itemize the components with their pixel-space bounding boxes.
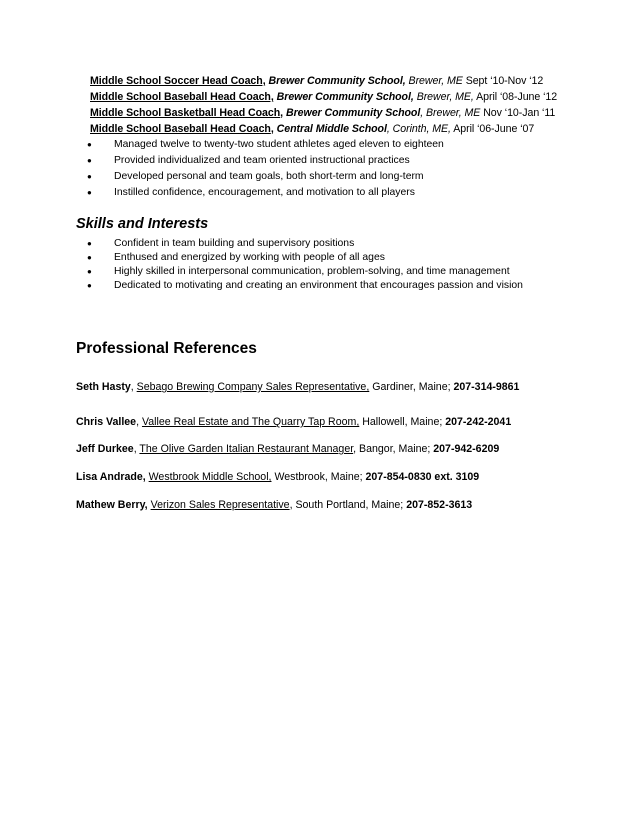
coaching-title: Middle School Basketball Head Coach	[90, 107, 281, 119]
coaching-entry	[90, 90, 557, 104]
coaching-dates: April ‘06-June ‘07	[453, 123, 535, 135]
reference-org: Verizon Sales Representative	[150, 499, 290, 511]
coaching-place: Brewer, ME	[408, 75, 463, 87]
reference-location: , Bangor, Maine;	[353, 443, 434, 455]
reference-phone: 207-852-3613	[406, 499, 473, 511]
coaching-school: Brewer Community School,	[276, 91, 414, 103]
bullet-icon: ●	[87, 140, 92, 149]
reference-phone: 207-242-2041	[445, 416, 512, 428]
coaching-title: Middle School Soccer Head Coach,	[90, 75, 266, 87]
reference-org: The Olive Garden Italian Restaurant Manager	[139, 443, 354, 455]
reference-item	[76, 498, 472, 512]
reference-phone: 207-942-6209	[433, 443, 500, 455]
coaching-dates: April ‘08-June ‘12	[476, 91, 558, 103]
bullet-icon: ●	[87, 253, 92, 262]
reference-location: Gardiner, Maine;	[369, 381, 454, 393]
reference-phone: 207-314-9861	[453, 381, 520, 393]
reference-location: , South Portland, Maine;	[289, 499, 407, 511]
reference-item	[76, 380, 519, 394]
reference-item	[76, 442, 499, 456]
reference-sep: ,	[136, 416, 142, 428]
reference-org: Westbrook Middle School,	[148, 471, 272, 483]
reference-location: Westbrook, Maine;	[271, 471, 366, 483]
reference-name: Seth Hasty	[76, 381, 131, 393]
bullet-text: Dedicated to motivating and creating an environment that encourages passion and vision	[114, 280, 523, 291]
coaching-entry	[90, 122, 534, 136]
coaching-place: Brewer, ME,	[416, 91, 474, 103]
coaching-place: , Corinth, ME,	[386, 123, 451, 135]
coaching-place: , Brewer, ME	[420, 107, 481, 119]
bullet-icon: ●	[87, 239, 92, 248]
bullet-text: Managed twelve to twenty-two student athletes aged eleven to eighteen	[114, 139, 444, 150]
reference-name: Jeff Durkee	[76, 443, 134, 455]
reference-org: Sebago Brewing Company Sales Representative,	[136, 381, 370, 393]
reference-name: Mathew Berry,	[76, 499, 148, 511]
bullet-text: Developed personal and team goals, both short-term and long-term	[114, 171, 424, 182]
coaching-dates: Sept ‘10-Nov ‘12	[465, 75, 544, 87]
references-heading: Professional References	[76, 340, 257, 357]
reference-org: Vallee Real Estate and The Quarry Tap Room,	[141, 416, 360, 428]
reference-phone: 207-854-0830 ext. 3109	[365, 471, 480, 483]
coaching-sep: ,	[270, 123, 274, 135]
bullet-text: Enthused and energized by working with people of all ages	[114, 252, 385, 263]
coaching-entry	[90, 74, 543, 88]
reference-name: Lisa Andrade,	[76, 471, 146, 483]
bullet-text: Instilled confidence, encouragement, and motivation to all players	[114, 187, 415, 198]
coaching-sep: ,	[280, 107, 284, 119]
bullet-icon: ●	[87, 188, 92, 197]
bullet-text: Confident in team building and supervisory positions	[114, 238, 355, 249]
coaching-school: Central Middle School	[276, 123, 387, 135]
bullet-icon: ●	[87, 267, 92, 276]
coaching-title: Middle School Baseball Head Coach,	[90, 91, 274, 103]
coaching-school: Brewer Community School,	[268, 75, 406, 87]
bullet-icon: ●	[87, 172, 92, 181]
reference-sep: ,	[133, 443, 140, 455]
reference-item	[76, 415, 511, 429]
bullet-text: Provided individualized and team oriented instructional practices	[114, 155, 410, 166]
bullet-icon: ●	[87, 156, 92, 165]
coaching-school: Brewer Community School	[285, 107, 421, 119]
coaching-dates: Nov ‘10-Jan ‘11	[483, 107, 556, 119]
reference-name: Chris Vallee	[76, 416, 137, 428]
bullet-text: Highly skilled in interpersonal communication, problem-solving, and time management	[114, 266, 510, 277]
reference-sep: ,	[130, 381, 137, 393]
bullet-icon: ●	[87, 281, 92, 290]
reference-item	[76, 470, 479, 484]
skills-heading: Skills and Interests	[76, 216, 209, 232]
coaching-title: Middle School Baseball Head Coach	[90, 123, 271, 135]
coaching-entry	[90, 106, 555, 120]
reference-location: Hallowell, Maine;	[359, 416, 446, 428]
